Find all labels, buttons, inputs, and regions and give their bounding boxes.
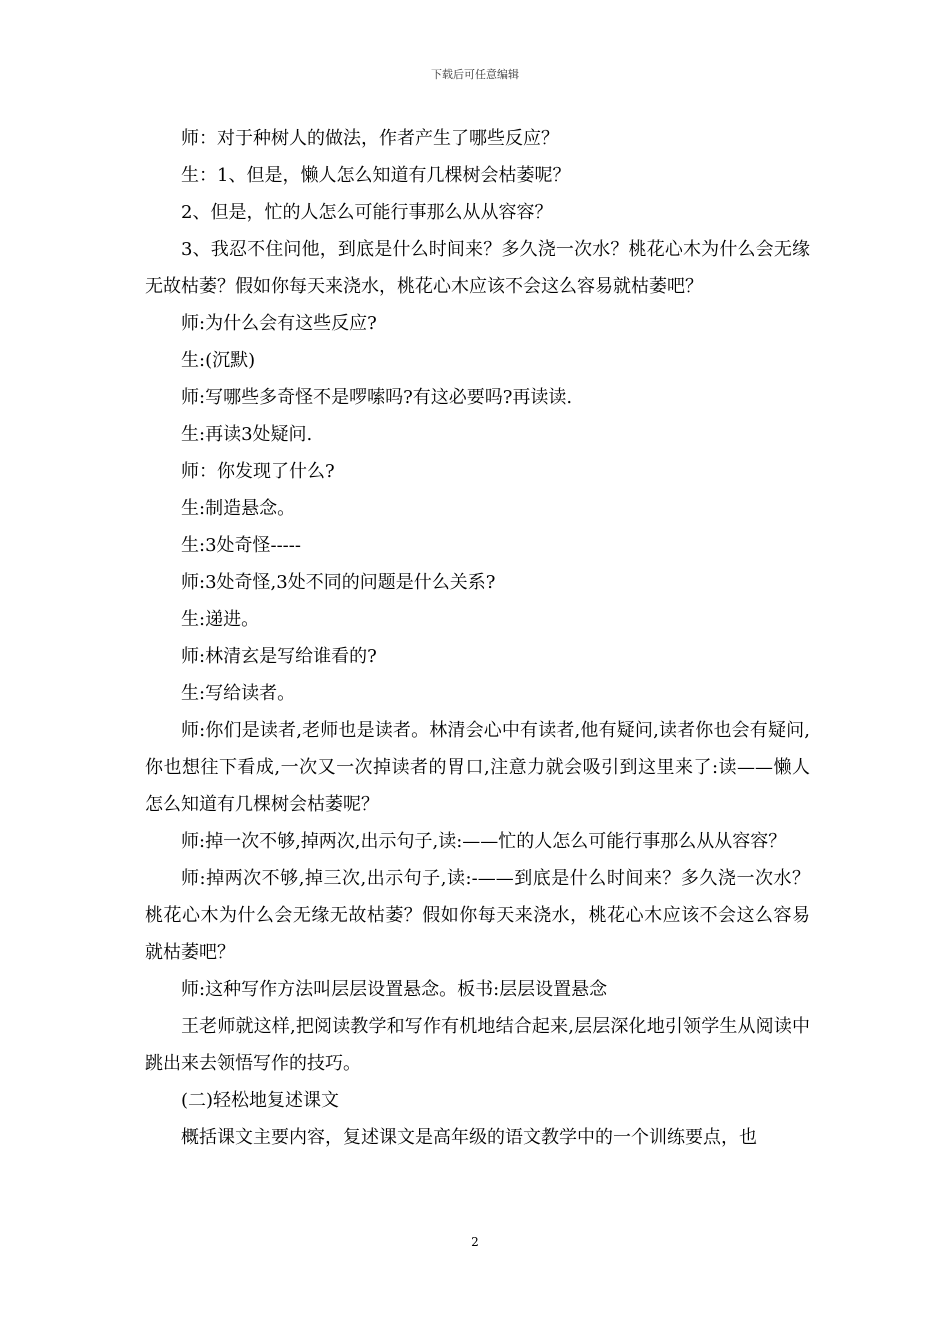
paragraph: 2、但是，忙的人怎么可能行事那么从从容容？ [181, 202, 553, 223]
document-body [145, 120, 810, 1156]
paragraph: 师:林清玄是写给谁看的? [181, 646, 377, 667]
paragraph: 3、我忍不住问他，到底是什么时间来？多久浇一次水？桃花心木为什么会无缘无故枯萎？假如你每天来浇水，桃花心木应该不会这么容易就枯萎吧？ [145, 239, 810, 297]
page-number: 2 [471, 1235, 479, 1249]
paragraph: 师:你们是读者,老师也是读者。林清会心中有读者,他有疑问,读者你也会有疑问,你也想往下看成,一次又一次掉读者的胃口,注意力就会吸引到这里来了:读——懒人怎么知道有几棵树会枯萎呢？ [145, 720, 810, 815]
paragraph: 生:再读3处疑问. [181, 424, 313, 445]
page-header: 下载后可任意编辑 [431, 68, 519, 81]
paragraph: 生:制造悬念。 [181, 498, 296, 519]
paragraph: 生:(沉默) [181, 350, 256, 371]
paragraph: 生:写给读者。 [181, 683, 296, 704]
paragraph: 师:写哪些多奇怪不是啰嗦吗?有这必要吗?再读读. [181, 387, 573, 408]
paragraph: 师：对于种树人的做法，作者产生了哪些反应？ [181, 128, 559, 149]
paragraph: 王老师就这样,把阅读教学和写作有机地结合起来,层层深化地引领学生从阅读中跳出来去领悟写作的技巧。 [145, 1016, 810, 1074]
paragraph: 生:3处奇怪----- [181, 535, 301, 556]
paragraph: 师:掉两次不够,掉三次,出示句子,读:-——到底是什么时间来？多久浇一次水？桃花心木为什么会无缘无故枯萎？假如你每天来浇水，桃花心木应该不会这么容易就枯萎吧？ [145, 868, 810, 963]
paragraph: 生：1、但是，懒人怎么知道有几棵树会枯萎呢？ [181, 165, 571, 186]
paragraph: 师:3处奇怪,3处不同的问题是什么关系? [181, 572, 496, 593]
paragraph: 概括课文主要内容，复述课文是高年级的语文教学中的一个训练要点，也 [181, 1127, 757, 1148]
paragraph: 师：你发现了什么? [181, 461, 335, 482]
paragraph: 师:这种写作方法叫层层设置悬念。板书:层层设置悬念 [181, 979, 608, 1000]
section-heading: (二)轻松地复述课文 [181, 1090, 340, 1111]
paragraph: 生:递进。 [181, 609, 260, 630]
paragraph: 师:掉一次不够,掉两次,出示句子,读:——忙的人怎么可能行事那么从从容容？ [181, 831, 787, 852]
paragraph: 师:为什么会有这些反应? [181, 313, 377, 334]
